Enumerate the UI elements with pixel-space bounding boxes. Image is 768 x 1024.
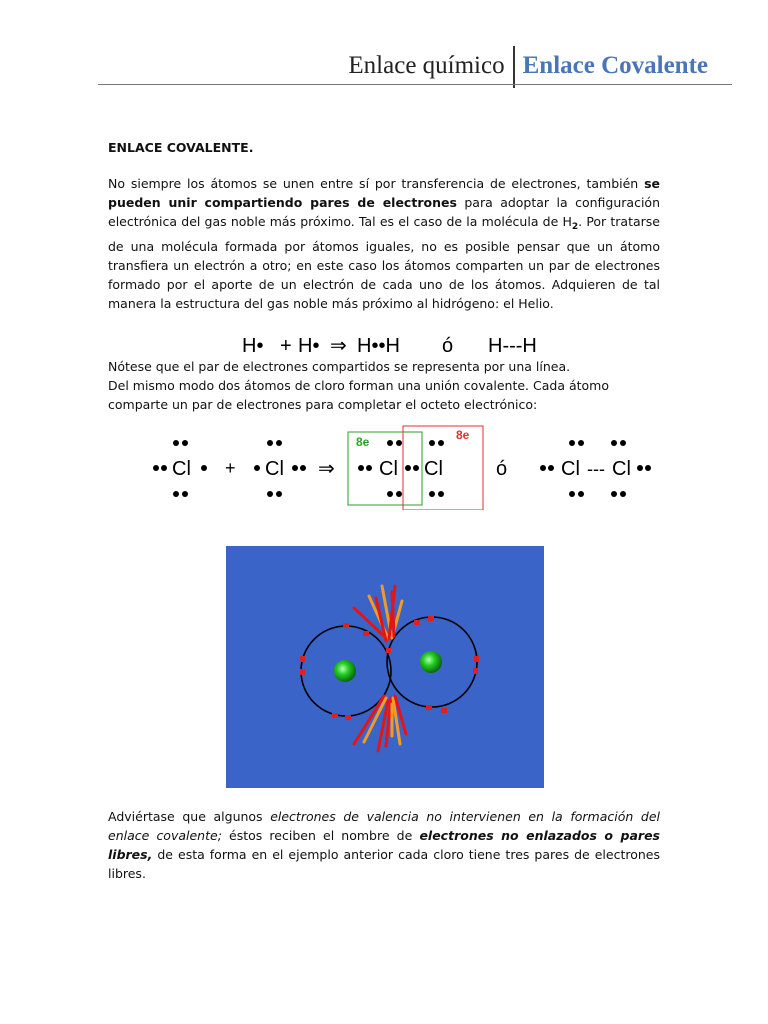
eq2-cl2-line-form	[540, 440, 651, 497]
eq2-plus: +	[225, 458, 236, 478]
para3-italic: electrones de valencia no intervienen en la formación del enlace covalente;	[108, 809, 660, 843]
eq2-bond: ---	[587, 459, 605, 479]
eq2-cl-atom-1	[153, 440, 207, 497]
eq1-h-atom-2: H•	[298, 335, 320, 357]
eq2-arrow: ⇒	[318, 458, 335, 480]
header-chapter-title: Enlace químico	[348, 52, 505, 79]
eq2-or: ó	[496, 458, 508, 480]
eq2-cl-3: Cl	[379, 458, 398, 480]
eq2-cl-atom-2	[254, 440, 306, 497]
eq1-product: H••H	[357, 335, 400, 357]
eq1-arrow: ⇒	[330, 335, 347, 357]
header-section-title: Enlace Covalente	[522, 52, 708, 79]
hydrogen-equation	[200, 328, 560, 360]
para1-text-3: . Por tratarse de una molécula formada por átomos iguales, no es posible pensar que un átomo transfiera un electrón a otro; en este caso los átomos comparten un par de electrones formado por el aporte de un electrón de cada uno de los átomos. Adquieren de tal manera la estructura del gas noble más próximo al hidrógeno: el Helio.	[108, 214, 660, 311]
paragraph-notes	[108, 357, 660, 414]
eq2-cl-5: Cl	[561, 458, 580, 480]
eq1-h-atom-1: H•	[242, 335, 264, 357]
para1-subscript: 2	[571, 222, 579, 232]
octet-label-red: 8e	[456, 428, 470, 442]
section-heading: ENLACE COVALENTE.	[108, 140, 254, 155]
para1-text-2: para adoptar la configuración electrónica del gas noble más próximo. Tal es el caso de la molécula de H	[108, 195, 660, 229]
para1-bold: se pueden unir compartiendo pares de electrones	[108, 176, 660, 210]
para2-line-1: Nótese que el par de electrones compartidos se representa por una línea.	[108, 359, 571, 374]
paragraph-lone-pairs	[108, 807, 660, 883]
eq2-cl-6: Cl	[612, 458, 631, 480]
eq2-cl2-molecule	[348, 426, 483, 510]
octet-label-green: 8e	[356, 435, 370, 449]
eq1-or: ó	[442, 335, 454, 357]
eq2-cl-2: Cl	[265, 458, 284, 480]
covalent-bond-figure	[226, 546, 544, 788]
para3-text-3: de esta forma en el ejemplo anterior cada cloro tiene tres pares de electrones libres.	[108, 847, 660, 881]
eq2-cl-1: Cl	[172, 458, 191, 480]
para3-bold-italic: electrones no enlazados o pares libres,	[108, 828, 660, 862]
para3-text-2: éstos reciben el nombre de	[221, 828, 420, 843]
paragraph-intro	[108, 174, 660, 313]
header-rule	[98, 84, 732, 85]
eq1-line-form: H---H	[488, 335, 537, 357]
eq1-plus: +	[280, 335, 292, 357]
figure-background	[226, 546, 544, 788]
para3-text-1: Adviértase que algunos	[108, 809, 271, 824]
para1-text-1: No siempre los átomos se unen entre sí por transferencia de electrones, también	[108, 176, 645, 191]
nucleus-right	[420, 651, 442, 673]
eq2-cl-4: Cl	[424, 458, 443, 480]
para2-line-2: Del mismo modo dos átomos de cloro forman una unión covalente. Cada átomo comparte un par de electrones para completar el octeto electrónico:	[108, 378, 609, 412]
nucleus-left	[334, 660, 356, 682]
chlorine-equation	[140, 424, 660, 510]
page-header	[348, 46, 708, 86]
